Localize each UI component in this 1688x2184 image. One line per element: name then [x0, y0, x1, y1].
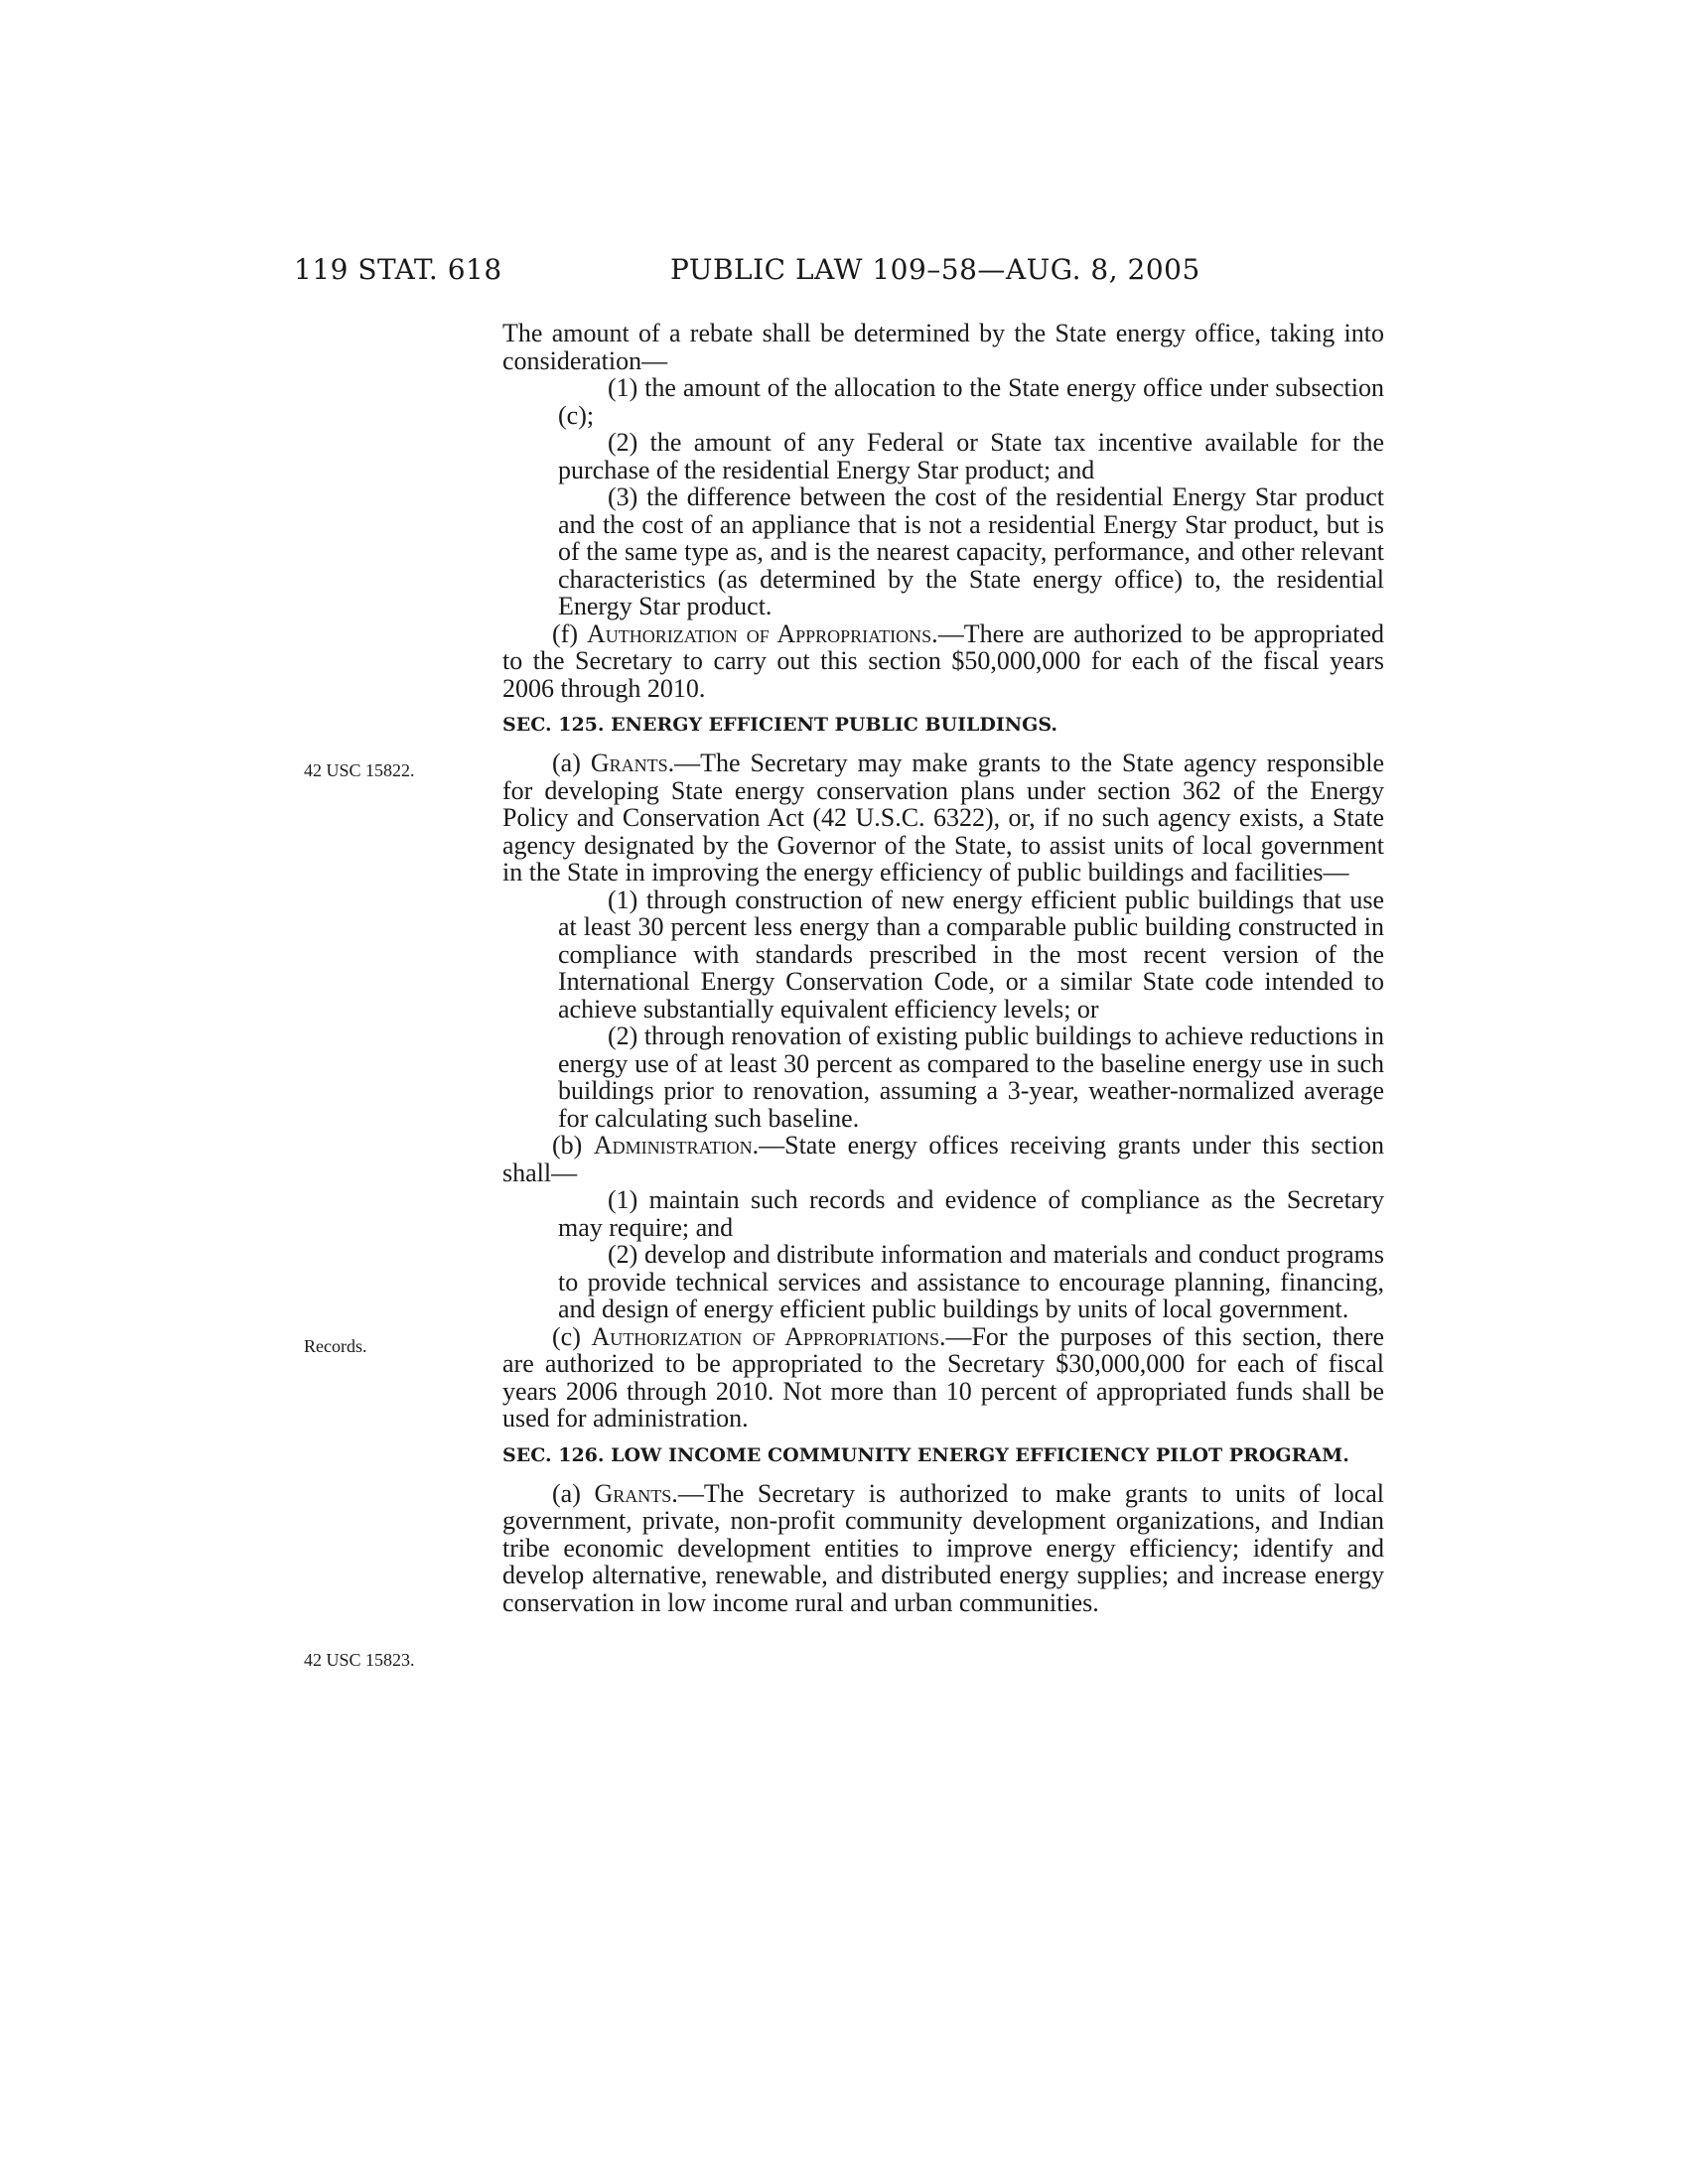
subsection-a-label: (a) — [552, 749, 591, 777]
subsection-126-a-text: —The Secretary is authorized to make grants to units of local government, private, non-profit community development organizations, and Indian tribe economic development entities to improve energy efficiency; identify and develop alternative, renewable, and distributed energy supplies; and increase energy conservation in low income rural and urban communities. — [502, 1478, 1384, 1617]
subsection-f — [502, 620, 1384, 703]
subsection-126-a — [502, 1480, 1384, 1617]
margin-note-records: Records. — [304, 1336, 367, 1356]
document-body — [502, 320, 1384, 1616]
subsection-b-text: —State energy offices receiving grants under this section shall— — [502, 1131, 1384, 1187]
margin-note-usc-15823: 42 USC 15823. — [304, 1650, 415, 1670]
subsection-125-b — [502, 1132, 1384, 1186]
clause-a-1: (1) through construction of new energy efficient public buildings that use at least 30 percent less energy than a comparable public building constructed in compliance with standards prescribed in the most recent version of the International Energy Conservation Code, or a similar State code intended to achieve substantially equivalent efficiency levels; or — [558, 885, 1384, 1024]
subsection-a-heading: Grants. — [590, 749, 675, 777]
clause-a-2: (2) through renovation of existing public buildings to achieve reductions in energy use of at least 30 percent as compared to the baseline energy use in such buildings prior to renovation, assuming a 3-year, weather-normalized average for calculating such baseline. — [558, 1022, 1384, 1133]
statute-page-number: 119 STAT. 618 — [294, 253, 502, 286]
subsection-125-c — [502, 1323, 1384, 1433]
clause-e-3: (3) the difference between the cost of the residential Energy Star product and the cost of an appliance that is not a residential Energy Star product, but is of the same type as, and is the nearest capacity, performance, and other relevant characteristics (as determined by the State energy office) to, the residential Energy Star product. — [558, 482, 1384, 620]
paragraph-rebate-intro: The amount of a rebate shall be determined by the State energy office, taking into consideration— — [502, 319, 1384, 375]
clause-e-1: (1) the amount of the allocation to the State energy office under subsection (c); — [558, 373, 1384, 430]
section-125-heading: SEC. 125. ENERGY EFFICIENT PUBLIC BUILDINGS. — [502, 714, 1057, 736]
subsection-b-label: (b) — [552, 1131, 594, 1160]
running-header: PUBLIC LAW 109–58—AUG. 8, 2005 — [670, 253, 1200, 286]
subsection-126-a-heading: Grants. — [594, 1478, 678, 1508]
clause-b-2: (2) develop and distribute information and materials and conduct programs to provide technical services and assistance to encourage planning, financing, and design of energy efficient public buildings by units of local government. — [558, 1240, 1384, 1323]
clause-e-2: (2) the amount of any Federal or State tax incentive available for the purchase of the residential Energy Star product; and — [558, 428, 1384, 484]
section-126-heading: SEC. 126. LOW INCOME COMMUNITY ENERGY EFFICIENCY PILOT PROGRAM. — [502, 1443, 1349, 1466]
subsection-a-text: —The Secretary may make grants to the State agency responsible for developing State energy conservation plans under section 362 of the Energy Policy and Conservation Act (42 U.S.C. 6322), or, if no such agency exists, a State agency designated by the Governor of the State, to assist units of local government in the State in improving the energy efficiency of public buildings and facilities— — [502, 749, 1384, 887]
subsection-f-label: (f) — [552, 618, 587, 648]
subsection-126-a-label: (a) — [552, 1478, 595, 1508]
margin-note-usc-15822: 42 USC 15822. — [304, 760, 415, 780]
subsection-c-text: —For the purposes of this section, there are authorized to be appropriated to the Secretary $30,000,000 for each of fiscal years 2006 through 2010. Not more than 10 percent of appropriated funds shall be used for administration. — [502, 1321, 1385, 1433]
subsection-f-text: —There are authorized to be appropriated to the Secretary to carry out this section $50,000,000 for each of the fiscal years 2006 through 2010. — [502, 618, 1384, 703]
subsection-c-label: (c) — [552, 1321, 592, 1351]
subsection-125-a — [502, 750, 1384, 887]
subsection-c-heading: Authorization of Appropriations. — [591, 1321, 946, 1351]
subsection-b-heading: Administration. — [593, 1131, 760, 1160]
subsection-f-heading: Authorization of Appropriations. — [587, 618, 938, 648]
clause-b-1: (1) maintain such records and evidence of compliance as the Secretary may require; and — [558, 1185, 1384, 1242]
